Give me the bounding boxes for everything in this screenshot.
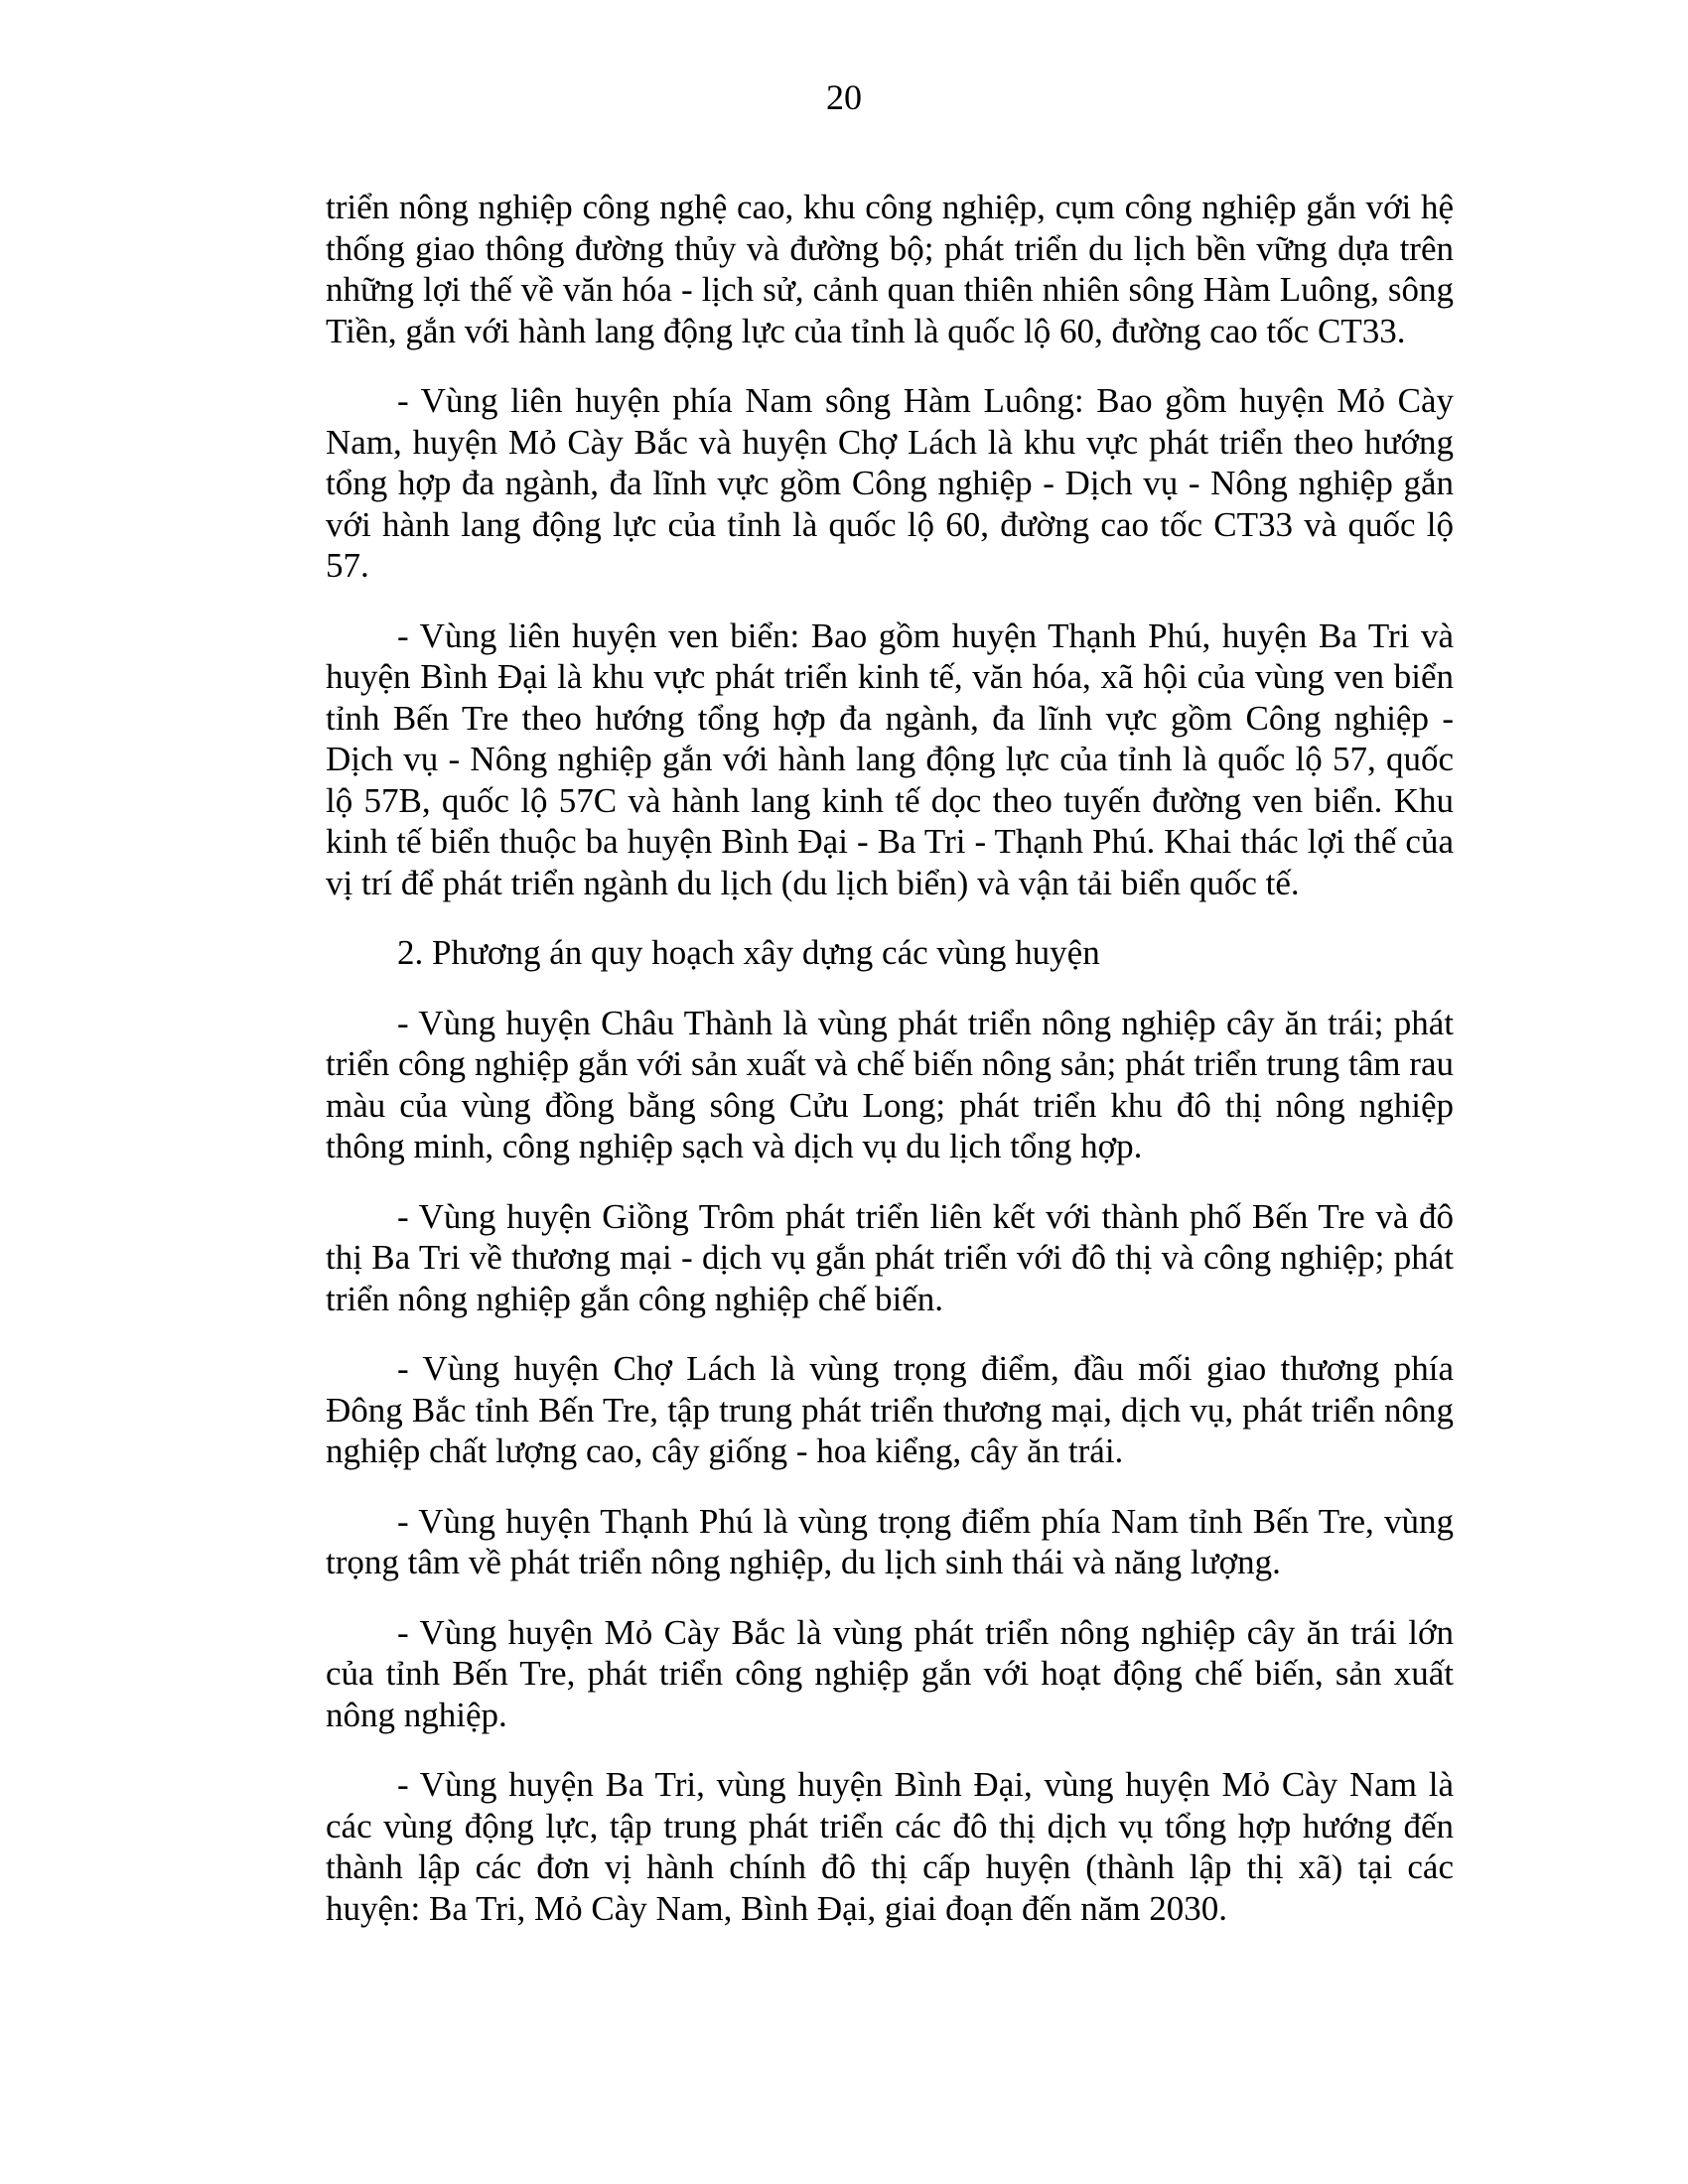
body-text	[326, 187, 1454, 1958]
paragraph-dynamic-regions: - Vùng huyện Ba Tri, vùng huyện Bình Đại, vùng huyện Mỏ Cày Nam là các vùng động lực, tập trung phát triển các đô thị dịch vụ tổng hợp hướng đến thành lập các đơn vị hành chính đô thị cấp huyện (thành lập thị xã) tại các huyện: Ba Tri, Mỏ Cày Nam, Bình Đại, giai đoạn đến năm 2030.	[326, 1765, 1454, 1928]
paragraph-giong-trom-region: - Vùng huyện Giồng Trôm phát triển liên kết với thành phố Bến Tre và đô thị Ba Tri về thương mại - dịch vụ gắn phát triển với đô thị và công nghiệp; phát triển nông nghiệp gắn công nghiệp chế biến.	[326, 1196, 1454, 1318]
section-heading: 2. Phương án quy hoạch xây dựng các vùng huyện	[397, 933, 1100, 972]
paragraph-cho-lach-region: - Vùng huyện Chợ Lách là vùng trọng điểm, đầu mối giao thương phía Đông Bắc tỉnh Bến Tre, tập trung phát triển thương mại, dịch vụ, phát triển nông nghiệp chất lượng cao, cây giống - hoa kiểng, cây ăn trái.	[326, 1349, 1454, 1470]
paragraph-coastal-inter-district-region: - Vùng liên huyện ven biển: Bao gồm huyện Thạnh Phú, huyện Ba Tri và huyện Bình Đại là khu vực phát triển kinh tế, văn hóa, xã hội của vùng ven biển tỉnh Bến Tre theo hướng tổng hợp đa ngành, đa lĩnh vực gồm Công nghiệp - Dịch vụ - Nông nghiệp gắn với hành lang động lực của tỉnh là quốc lộ 57, quốc lộ 57B, quốc lộ 57C và hành lang kinh tế dọc theo tuyến đường ven biển. Khu kinh tế biển thuộc ba huyện Bình Đại - Ba Tri - Thạnh Phú. Khai thác lợi thế của vị trí để phát triển ngành du lịch (du lịch biển) và vận tải biển quốc tế.	[326, 615, 1454, 902]
page-number: 20	[826, 77, 862, 117]
paragraph-southern-inter-district-region: - Vùng liên huyện phía Nam sông Hàm Luông: Bao gồm huyện Mỏ Cày Nam, huyện Mỏ Cày Bắc và huyện Chợ Lách là khu vực phát triển theo hướng tổng hợp đa ngành, đa lĩnh vực gồm Công nghiệp - Dịch vụ - Nông nghiệp gắn với hành lang động lực của tỉnh là quốc lộ 60, đường cao tốc CT33 và quốc lộ 57.	[326, 381, 1454, 585]
paragraph-continuation: triển nông nghiệp công nghệ cao, khu công nghiệp, cụm công nghiệp gắn với hệ thống giao thông đường thủy và đường bộ; phát triển du lịch bền vững dựa trên những lợi thế về văn hóa - lịch sử, cảnh quan thiên nhiên sông Hàm Luông, sông Tiền, gắn với hành lang động lực của tỉnh là quốc lộ 60, đường cao tốc CT33.	[326, 188, 1454, 350]
paragraph-mo-cay-bac-region: - Vùng huyện Mỏ Cày Bắc là vùng phát triển nông nghiệp cây ăn trái lớn của tỉnh Bến Tre, phát triển công nghiệp gắn với hoạt động chế biến, sản xuất nông nghiệp.	[326, 1612, 1454, 1734]
paragraph-thanh-phu-region: - Vùng huyện Thạnh Phú là vùng trọng điểm phía Nam tỉnh Bến Tre, vùng trọng tâm về phát triển nông nghiệp, du lịch sinh thái và năng lượng.	[326, 1501, 1454, 1581]
paragraph-chau-thanh-region: - Vùng huyện Châu Thành là vùng phát triển nông nghiệp cây ăn trái; phát triển công nghiệp gắn với sản xuất và chế biến nông sản; phát triển trung tâm rau màu của vùng đồng bằng sông Cửu Long; phát triển khu đô thị nông nghiệp thông minh, công nghiệp sạch và dịch vụ du lịch tổng hợp.	[326, 1003, 1454, 1165]
